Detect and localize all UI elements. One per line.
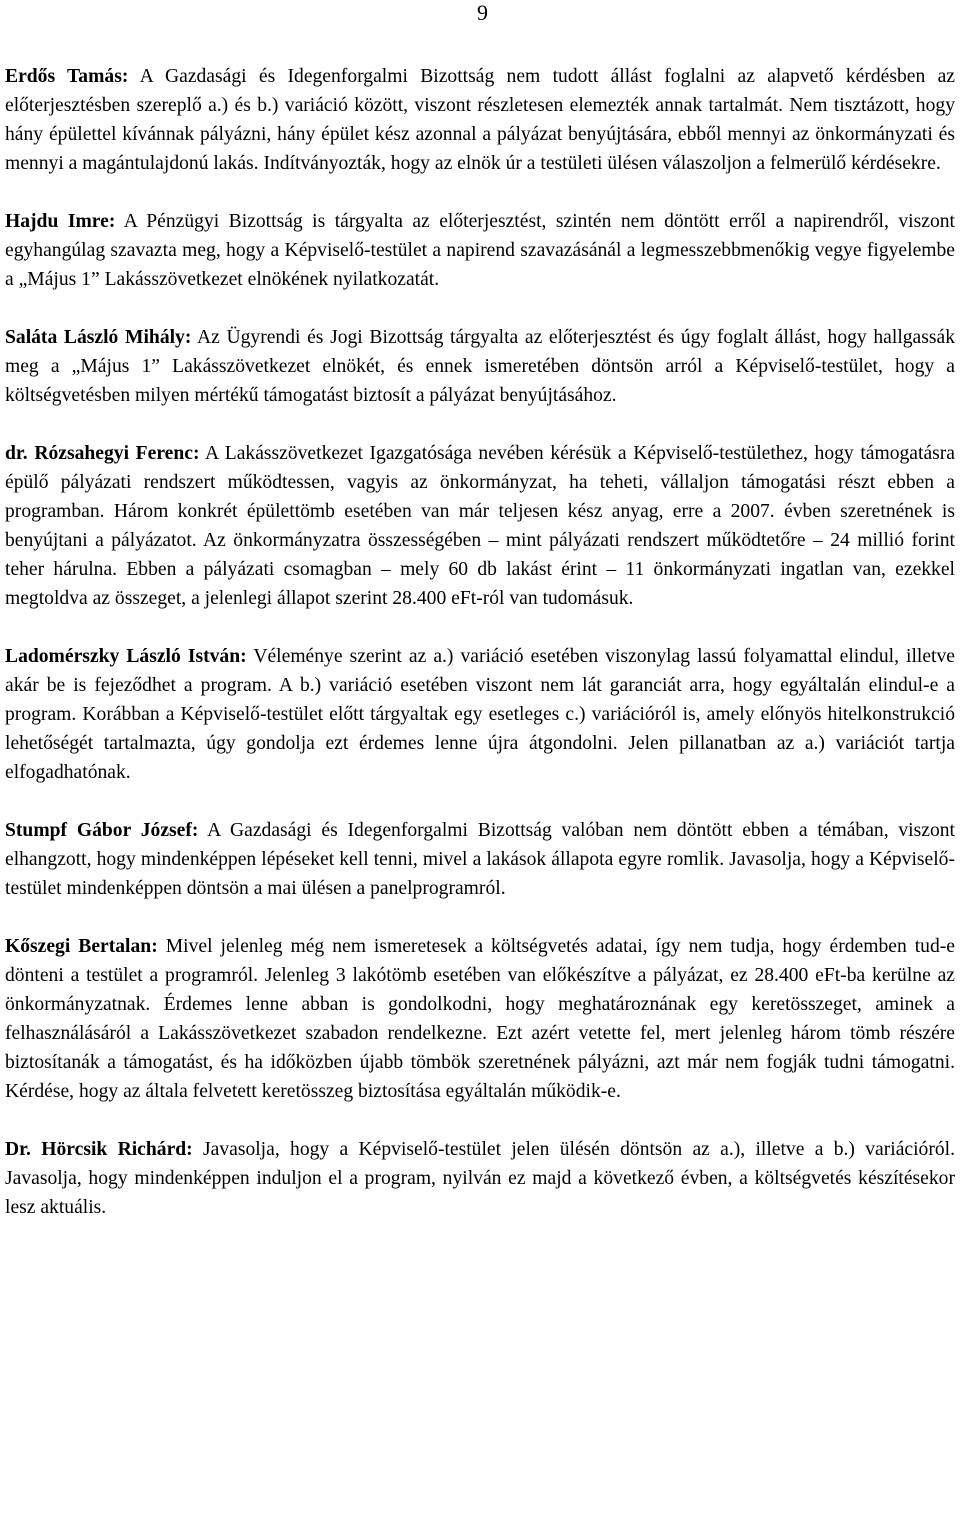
speaker-name: Ladomérszky László István:: [5, 646, 247, 667]
paragraph-text: A Gazdasági és Idegenforgalmi Bizottság valóban nem döntött ebben a témában, viszont elhangzott, hogy mindenképpen lépéseket kell tenni, mivel a lakások állapota egyre romlik. Javasolja, hogy a Képviselő-testület mindenképpen döntsön a mai ülésen a panelprogramról.: [5, 820, 955, 899]
paragraph-text: Javasolja, hogy a Képviselő-testület jelen ülésén döntsön az a.), illetve a b.) variációról. Javasolja, hogy mindenképpen induljon el a program, nyilván ez majd a következő évben, a költségvetés készítésekor lesz aktuális.: [5, 1139, 956, 1218]
paragraph-text: A Lakásszövetkezet Igazgatósága nevében kérésük a Képviselő-testülethez, hogy támogatásra épülő pályázati rendszert működtessen, vagyis az önkormányzat, ha teheti, vállaljon támogatási részt ebben a programban. Három konkrét épülettömb esetében van már teljesen kész anyag, erre a 2007. évben szeretnének is benyújtani a pályázatot. Az önkormányzatra összességében – mint pályázati rendszert működtetőre – 24 millió forint teher hárulna. Ebben a pályázati csomagban – mely 60 db lakást érint – 11 önkormányzati ingatlan van, ezekkel megtoldva az összeget, a jelenlegi állapot szerint 28.400 eFt-ról van tudomásuk.: [5, 443, 955, 609]
paragraph-hajdu-imre: [5, 207, 955, 294]
paragraph-salata-laszlo-mihaly: [5, 323, 955, 410]
speaker-name: Stumpf Gábor József:: [5, 820, 199, 841]
paragraph-text: Mivel jelenleg még nem ismeretesek a költségvetés adatai, így nem tudja, hogy érdemben tud-e dönteni a testület a programról. Jelenleg 3 lakótömb esetében van előkészítve a pályázat, ez 28.400 eFt-ba kerülne az önkormányzatnak. Érdemes lenne abban is gondolkodni, hogy meghatároznának egy keretösszeget, aminek a felhasználásáról a Lakásszövetkezet szabadon rendelkezne. Ezt azért vetette fel, mert jelenleg három tömb részére biztosítanák a támogatást, és ha időközben újabb tömbök szeretnének pályázni, azt már nem fogják tudni támogatni. Kérdése, hogy az általa felvetett keretösszeg biztosítása egyáltalán működik-e.: [5, 936, 955, 1102]
speaker-name: dr. Rózsahegyi Ferenc:: [5, 443, 200, 464]
speaker-name: Saláta László Mihály:: [5, 327, 192, 348]
paragraph-stumpf-gabor-jozsef: [5, 816, 955, 903]
paragraph-ladomerszky-laszlo-istvan: [5, 642, 955, 787]
speaker-name: Dr. Hörcsik Richárd:: [5, 1139, 193, 1160]
paragraph-text: A Gazdasági és Idegenforgalmi Bizottság nem tudott állást foglalni az alapvető kérdésben az előterjesztésben szereplő a.) és b.) variáció között, viszont részletesen elemezték annak tartalmát. Nem tisztázott, hogy hány épülettel kívánnak pályázni, hány épület kész azonnal a pályázat benyújtására, ebből mennyi az önkormányzati és mennyi a magántulajdonú lakás. Indítványozták, hogy az elnök úr a testületi ülésen válaszoljon a felmerülő kérdésekre.: [5, 66, 955, 174]
page-number: 9: [477, 0, 488, 25]
paragraph-text: Az Ügyrendi és Jogi Bizottság tárgyalta az előterjesztést és úgy foglalt állást, hogy hallgassák meg a „Május 1” Lakásszövetkezet elnökét, és ennek ismeretében döntsön arról a Képviselő-testület, hogy a költségvetésben milyen mértékű támogatást biztosít a pályázat benyújtásához.: [5, 327, 955, 406]
speaker-name: Erdős Tamás:: [5, 66, 129, 87]
speaker-name: Hajdu Imre:: [5, 211, 116, 232]
paragraph-erdos-tamas: [5, 62, 955, 178]
paragraph-text: Véleménye szerint az a.) variáció esetében viszonylag lassú folyamattal elindul, illetve akár be is fejeződhet a program. A b.) variáció esetében viszont nem lát garanciát arra, hogy egyáltalán elindul-e a program. Korábban a Képviselő-testület előtt tárgyaltak egy esetleges c.) variációról is, amely előnyös hitelkonstrukció lehetőségét tartalmazta, úgy gondolja ezt érdemes lenne újra átgondolni. Jelen pillanatban az a.) variációt tartja elfogadhatónak.: [5, 646, 955, 783]
paragraph-text: A Pénzügyi Bizottság is tárgyalta az előterjesztést, szintén nem döntött erről a napirendről, viszont egyhangúlag szavazta meg, hogy a Képviselő-testület a napirend szavazásánál a legmesszebbmenőkig vegye figyelembe a „Május 1” Lakásszövetkezet elnökének nyilatkozatát.: [5, 211, 955, 290]
speaker-name: Kőszegi Bertalan:: [5, 936, 158, 957]
paragraph-koszegi-bertalan: [5, 932, 955, 1106]
paragraph-rozsahegyi-ferenc: [5, 439, 955, 613]
document-body: [5, 62, 955, 1251]
paragraph-horcsik-richard: [5, 1135, 955, 1222]
